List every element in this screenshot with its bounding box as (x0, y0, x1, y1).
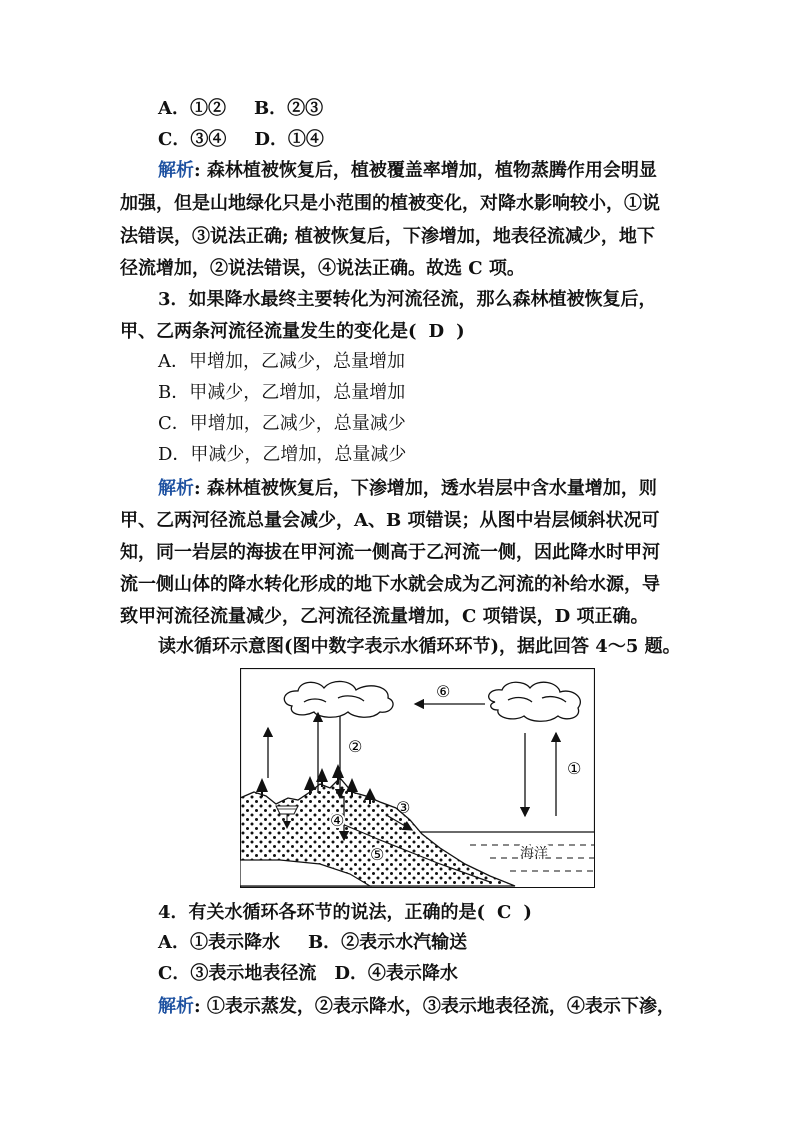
q4-option-b: B．②表示水汽输送 (307, 932, 468, 953)
q3-analysis-label: 解析 (158, 478, 194, 499)
q4-option-a: A．①表示降水 (158, 932, 280, 953)
q2-analysis-line2: 加强，但是山地绿化只是小范围的植被变化，对降水影响较小，①说 (120, 193, 660, 214)
q3-answer: D (428, 321, 445, 342)
q2-analysis-line4: 径流增加，②说法错误，④说法正确。故选 C 项。 (120, 258, 525, 279)
q4-answer: C (497, 902, 512, 923)
q2-option-c: C．③④ (158, 129, 227, 150)
water-cycle-diagram (240, 668, 595, 888)
q3-stem-line2: 甲、乙两条河流径流量发生的变化是( D ) (120, 321, 465, 342)
label-5: ⑤ (370, 845, 385, 864)
lake (276, 806, 298, 814)
figure-intro: 读水循环示意图(图中数字表示水循环环节)，据此回答 4～5 题。 (158, 636, 681, 657)
q2-analysis-line3: 法错误，③说法正确; 植被恢复后，下渗增加，地表径流减少，地下 (120, 226, 655, 247)
q2-analysis-label: 解析 (158, 160, 194, 181)
q4-option-d: D．④表示降水 (334, 963, 458, 984)
q3-option-b: B．甲减少，乙增加，总量增加 (158, 382, 406, 403)
cloud-left-icon (284, 681, 393, 717)
label-2: ② (348, 737, 363, 756)
q3-analysis-line1: 解析: 森林植被恢复后，下渗增加，透水岩层中含水量增加，则 (158, 478, 657, 499)
q3-option-d: D．甲减少，乙增加，总量减少 (158, 444, 407, 465)
q2-option-b: B．②③ (253, 98, 324, 119)
label-6: ⑥ (436, 682, 451, 701)
q3-option-a: A．甲增加，乙减少，总量增加 (158, 351, 405, 372)
label-3: ③ (396, 798, 411, 817)
q3-stem-line1: 3．如果降水最终主要转化为河流径流，那么森林植被恢复后， (158, 289, 657, 310)
q4-stem: 4．有关水循环各环节的说法，正确的是( C ) (158, 902, 532, 923)
label-1: ① (567, 759, 582, 778)
q2-option-a: A．①② (158, 98, 226, 119)
q2-options-row1 (158, 98, 323, 120)
q3-option-c: C．甲增加，乙减少，总量减少 (158, 413, 406, 434)
q3-analysis-line2: 甲、乙两河径流总量会减少，A、B 项错误；从图中岩层倾斜状况可 (120, 510, 660, 531)
q2-analysis-line1: 解析: 森林植被恢复后，植被覆盖率增加，植物蒸腾作用会明显 (158, 160, 657, 181)
q4-analysis-label: 解析 (158, 996, 194, 1017)
ocean-label: 海洋 (520, 846, 548, 862)
q3-analysis-line3: 知，同一岩层的海拔在甲河流一侧高于乙河流一侧，因此降水时甲河 (120, 542, 660, 563)
q4-option-c: C．③表示地表径流 (158, 963, 317, 984)
q4-analysis-line1: 解析: ①表示蒸发，②表示降水，③表示地表径流，④表示下渗， (158, 996, 675, 1017)
q3-analysis-line5: 致甲河流径流量减少，乙河流径流量增加，C 项错误，D 项正确。 (120, 606, 649, 627)
q2-options-row2 (158, 129, 324, 151)
q3-analysis-line4: 流一侧山体的降水转化形成的地下水就会成为乙河流的补给水源，导 (120, 574, 660, 595)
label-4: ④ (330, 811, 345, 830)
q2-option-d: D．①④ (254, 129, 324, 150)
q4-options-row2 (158, 963, 458, 985)
q4-options-row1 (158, 932, 467, 954)
